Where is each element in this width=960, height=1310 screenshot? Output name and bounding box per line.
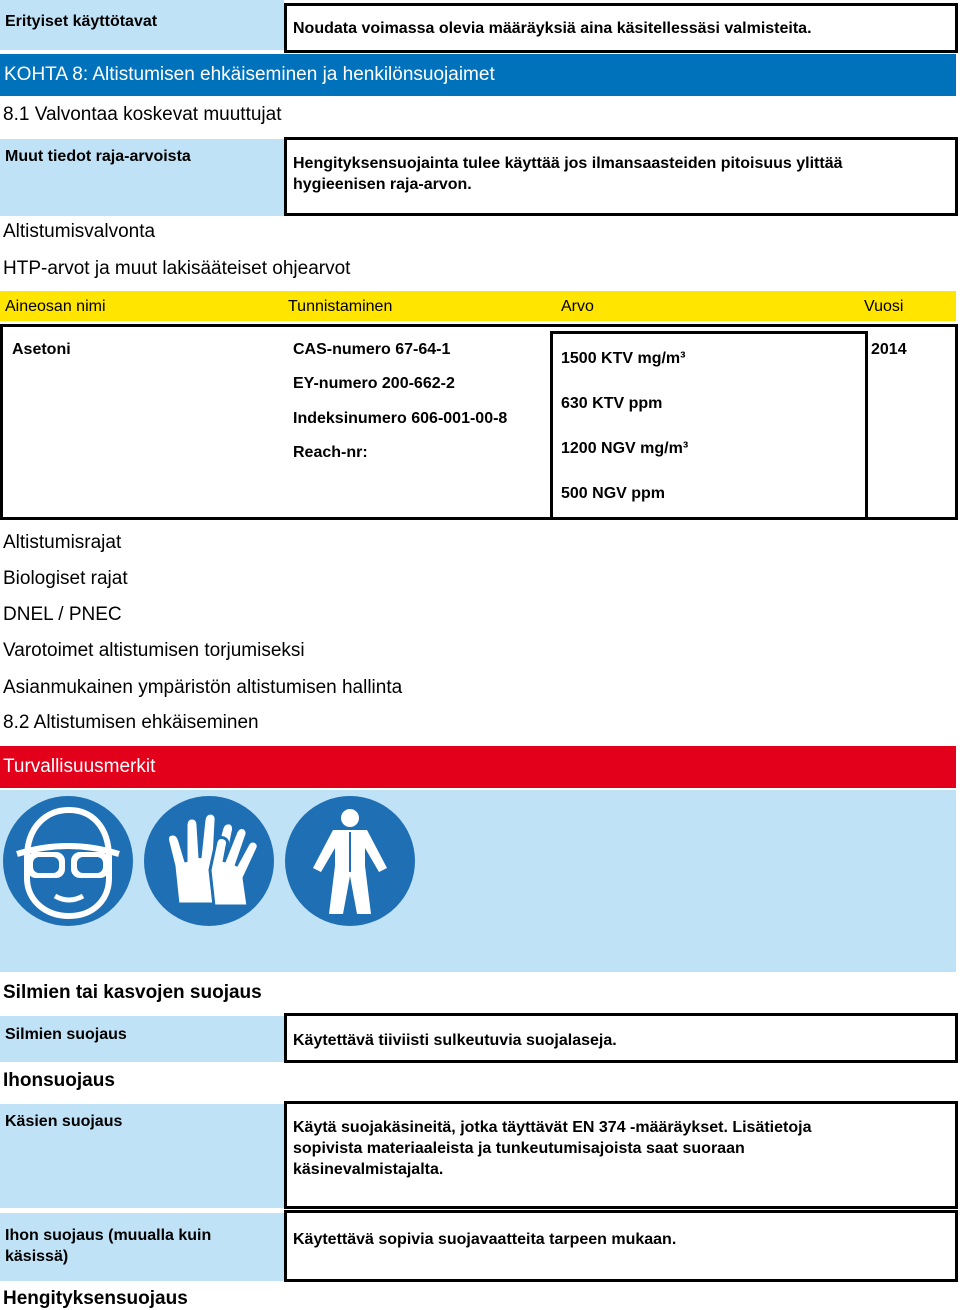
hands-label: Käsien suojaus <box>5 1113 123 1130</box>
col-header-value: Arvo <box>561 298 594 315</box>
table-row <box>0 324 958 520</box>
year-value: 2014 <box>871 341 907 358</box>
section-8-title: KOHTA 8: Altistumisen ehkäiseminen ja henkilönsuojaimet <box>4 64 495 85</box>
env-exposure-heading: Asianmukainen ympäristön altistumisen hallinta <box>3 677 403 698</box>
body-value: Käytettävä sopivia suojavaatteita tarpeen mukaan. <box>293 1231 677 1248</box>
value-1: 1500 KTV mg/m³ <box>561 350 686 367</box>
col-header-id: Tunnistaminen <box>288 298 393 315</box>
body-label: Ihon suojaus (muualla kuin käsissä) <box>5 1227 212 1265</box>
subsection-8-2: 8.2 Altistumisen ehkäiseminen <box>3 712 259 733</box>
id-cas: CAS-numero 67-64-1 <box>293 341 451 358</box>
eye-value: Käytettävä tiiviisti sulkeutuvia suojalaseja. <box>293 1032 617 1049</box>
id-index: Indeksinumero 606-001-00-8 <box>293 410 508 427</box>
id-ec: EY-numero 200-662-2 <box>293 375 455 392</box>
dnel-pnec-heading: DNEL / PNEC <box>3 604 122 625</box>
hands-value: Käytä suojakäsineitä, jotka täyttävät EN 374 -määräykset. Lisätietoja sopivista materiaaleista ja tunkeutumisajoista saat suoraan käsinevalmistajalta. <box>293 1119 812 1178</box>
coverall-icon <box>285 796 415 926</box>
safety-signs-area <box>0 790 956 972</box>
col-header-name: Aineosan nimi <box>5 298 106 315</box>
other-info-value: Hengityksensuojainta tulee käyttää jos ilmansaasteiden pitoisuus ylittää hygieenisen raja-arvon. <box>293 155 843 193</box>
col-header-year: Vuosi <box>864 298 904 315</box>
gloves-icon <box>144 796 274 926</box>
id-reach: Reach-nr: <box>293 444 368 461</box>
respiratory-heading: Hengityksensuojaus <box>3 1288 188 1309</box>
exposure-control-heading: Altistumisvalvonta <box>3 221 156 242</box>
value-4: 500 NGV ppm <box>561 485 666 502</box>
face-goggles-icon <box>3 796 133 926</box>
subsection-8-1: 8.1 Valvontaa koskevat muuttujat <box>3 104 282 125</box>
exposure-limits-heading: Altistumisrajat <box>3 532 122 553</box>
skin-heading: Ihonsuojaus <box>3 1070 115 1091</box>
eye-face-heading: Silmien tai kasvojen suojaus <box>3 982 262 1003</box>
safety-signs-title: Turvallisuusmerkit <box>3 756 156 777</box>
htp-heading: HTP-arvot ja muut lakisääteiset ohjearvot <box>3 258 351 279</box>
table-header-band <box>0 291 956 321</box>
special-uses-value: Noudata voimassa olevia määräyksiä aina käsitellessäsi valmisteita. <box>293 20 812 37</box>
value-2: 630 KTV ppm <box>561 395 663 412</box>
other-info-label: Muut tiedot raja-arvoista <box>5 148 191 165</box>
substance-name: Asetoni <box>12 341 71 358</box>
biological-limits-heading: Biologiset rajat <box>3 568 128 589</box>
eye-label: Silmien suojaus <box>5 1026 127 1043</box>
special-uses-label: Erityiset käyttötavat <box>5 13 158 30</box>
value-3: 1200 NGV mg/m³ <box>561 440 689 457</box>
precautions-heading: Varotoimet altistumisen torjumiseksi <box>3 640 305 661</box>
